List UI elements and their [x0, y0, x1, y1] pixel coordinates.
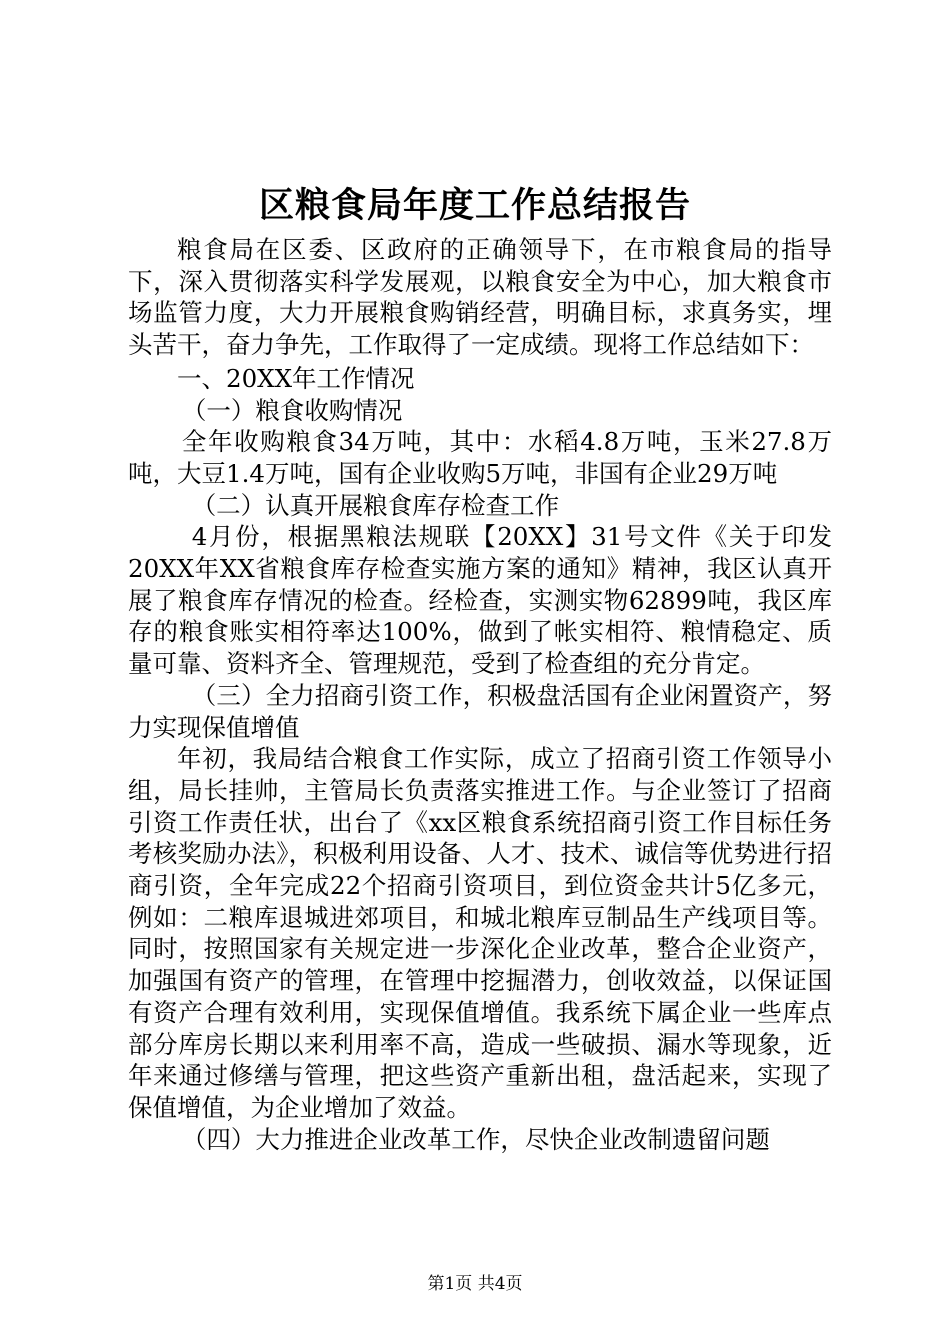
section-heading: 一、20XX年工作情况	[177, 363, 415, 393]
document-body	[128, 234, 832, 1155]
body-paragraph: 4月份，根据黑粮法规联【20XX】31号文件《关于印发20XX年XX省粮食库存检查实施方案的通知》精神，我区认真开展了粮食库存情况的检查。经检查，实测实物62899吨，我区库存的粮食账实相符率达100%，做到了帐实相符、粮情稳定、质量可靠、资料齐全、管理规范，受到了检查组的充分肯定。	[128, 522, 832, 679]
subsection-heading: （三）全力招商引资工作，积极盘活国有企业闲置资产，努力实现保值增值	[128, 680, 832, 742]
subsection-heading: （四）大力推进企业改革工作，尽快企业改制遗留问题	[181, 1124, 770, 1154]
body-paragraph: 年初，我局结合粮食工作实际，成立了招商引资工作领导小组，局长挂帅，主管局长负责落实推进工作。与企业签订了招商引资工作责任状，出台了《xx区粮食系统招商引资工作目标任务考核奖励办法》，积极利用设备、人才、技术、诚信等优势进行招商引资，全年完成22个招商引资项目，到位资金共计5亿多元，例如：二粮库退城进郊项目，和城北粮库豆制品生产线项目等。同时，按照国家有关规定进一步深化企业改革，整合企业资产，加强国有资产的管理，在管理中挖掘潜力，创收效益，以保证国有资产合理有效利用，实现保值增值。我系统下属企业一些库点部分库房长期以来利用率不高，造成一些破损、漏水等现象，近年来通过修缮与管理，把这些资产重新出租，盘活起来，实现了保值增值，为企业增加了效益。	[128, 744, 832, 1122]
page-footer: 第1页 共4页	[427, 1274, 523, 1294]
document-title: 区粮食局年度工作总结报告	[258, 185, 691, 226]
subsection-heading: （二）认真开展粮食库存检查工作	[191, 490, 560, 520]
intro-paragraph: 粮食局在区委、区政府的正确领导下，在市粮食局的指导下，深入贯彻落实科学发展观，以粮食安全为中心，加大粮食市场监管力度，大力开展粮食购销经营，明确目标，求真务实，埋头苦干，奋力争先，工作取得了一定成绩。现将工作总结如下：	[128, 235, 832, 360]
body-paragraph: 全年收购粮食34万吨，其中：水稻4.8万吨，玉米27.8万吨，大豆1.4万吨，国有企业收购5万吨，非国有企业29万吨	[128, 427, 832, 488]
subsection-heading: （一）粮食收购情况	[181, 395, 403, 425]
